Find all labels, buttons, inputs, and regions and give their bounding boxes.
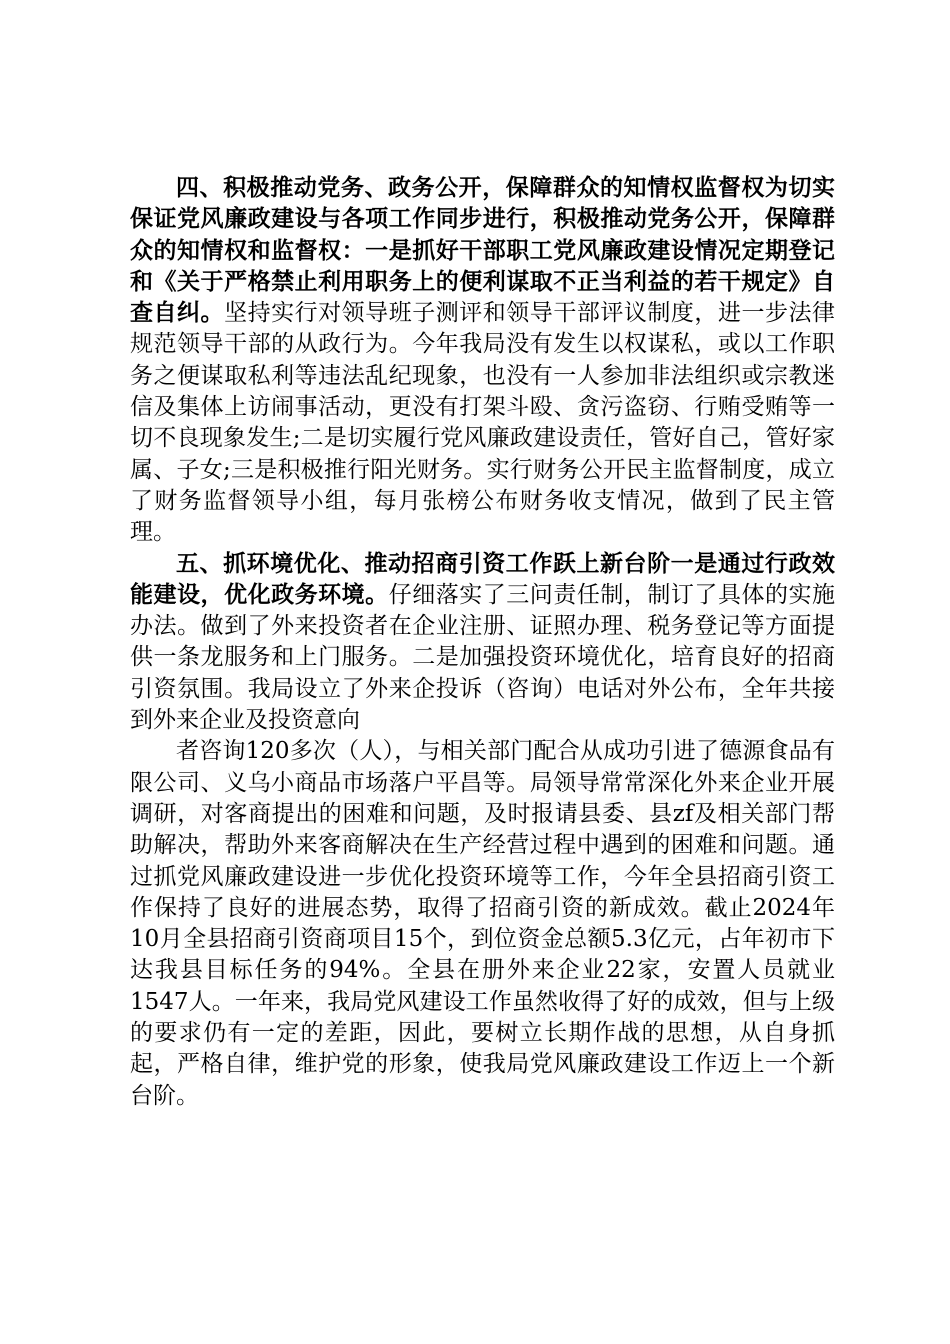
document-page — [130, 173, 835, 1112]
section-5-heading: 五、抓环境优化、推动招商引资工作跃上新台阶一是通过行政效能建设，优化政务环境。 — [130, 550, 835, 608]
continuation-body: 者咨询120多次（人），与相关部门配合从成功引进了德源食品有限公司、义乌小商品市场落户平昌等。局领导常常深化外来企业开展调研，对客商提出的困难和问题，及时报请县委、县zf及相关部门帮助解决，帮助外来客商解决在生产经营过程中遇到的困难和问题。通过抓党风廉政建设进一步优化投资环境等工作，今年全县招商引资工作保持了良好的进展态势，取得了招商引资的新成效。截止2024年10月全县招商引资商项目15个，到位资金总额5.3亿元，占年初市下达我县目标任务的94%。全县在册外来企业22家，安置人员就业1547人。一年来，我局党风建设工作虽然收得了好的成效，但与上级的要求仍有一定的差距，因此，要树立长期作战的思想，从自身抓起，严格自律，维护党的形象，使我局党风廉政建设工作迈上一个新台阶。 — [130, 738, 835, 1109]
section-4-body: 坚持实行对领导班子测评和领导干部评议制度，进一步法律规范领导干部的从政行为。今年我局没有发生以权谋私，或以工作职务之便谋取私利等违法乱纪现象，也没有一人参加非法组织或宗教迷信及集体上访闹事活动，更没有打架斗殴、贪污盗窃、行贿受贿等一切不良现象发生;二是切实履行党风廉政建设责任，管好自己，管好家属、子女;三是积极推行阳光财务。实行财务公开民主监督制度，成立了财务监督领导小组，每月张榜公布财务收支情况，做到了民主管理。 — [130, 300, 836, 546]
section-5-body: 仔细落实了三问责任制，制订了具体的实施办法。做到了外来投资者在企业注册、证照办理、税务登记等方面提供一条龙服务和上门服务。二是加强投资环境优化，培育良好的招商引资氛围。我局设立了外来企投诉（咨询）电话对外公布，全年共接到外来企业及投资意向 — [130, 581, 836, 734]
paragraph-section-4 — [130, 173, 835, 549]
paragraph-continuation — [130, 736, 835, 1112]
paragraph-section-5 — [130, 549, 835, 737]
section-4-heading: 四、积极推动党务、政务公开，保障群众的知情权监督权为切实保证党风廉政建设与各项工作同步进行，积极推动党务公开，保障群众的知情权和监督权：一是抓好干部职工党风廉政建设情况定期登记和《关于严格禁止利用职务上的便利谋取不正当利益的若干规定》自查自纠。 — [130, 175, 835, 327]
